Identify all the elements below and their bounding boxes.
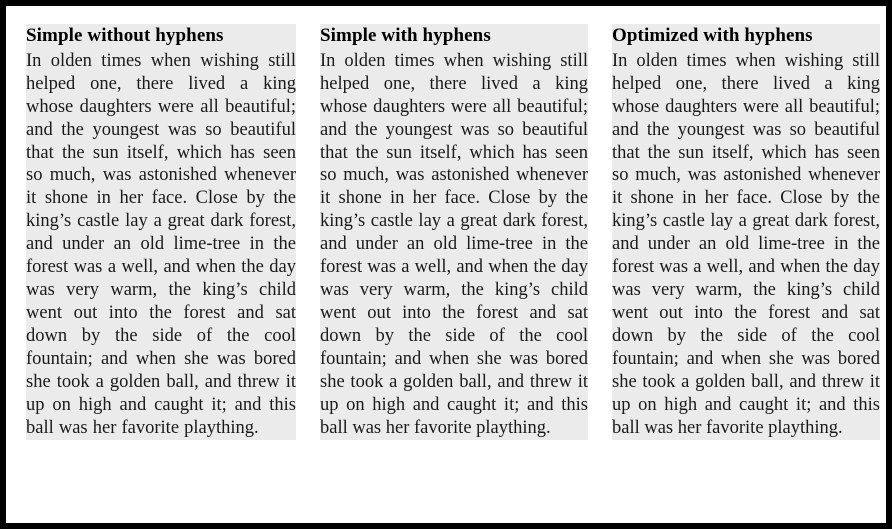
- column-heading-1: Simple without hyphens: [26, 25, 224, 46]
- column-body-1: In olden times when wishing still helped one, there lived a king whose daughters were all beautiful; and the youngest was so beautiful that the sun itself, which has seen so much, was astonished whenever it shone in her face. Close by the king’s castle lay a great dark forest, and under an old lime-tree in the forest was a well, and when the day was very warm, the king’s child went out into the forest and sat down by the side of the cool fountain; and when she was bored she took a golden ball, and threw it up on high and caught it; and this ball was her favorite plaything.: [26, 50, 296, 438]
- text-column-simple-with-hyphens: [320, 24, 588, 440]
- text-column-simple-without-hyphens: [26, 24, 296, 440]
- column-heading-2: Simple with hyphens: [320, 25, 491, 46]
- text-column-optimized-with-hyphens: [612, 24, 880, 440]
- column-body-2: In olden times when wishing still helped one, there lived a king whose daughters were all beautiful; and the youngest was so beautiful that the sun itself, which has seen so much, was astonished whenever it shone in her face. Close by the king’s castle lay a great dark forest, and under an old lime-tree in the forest was a well, and when the day was very warm, the king’s child went out into the forest and sat down by the side of the cool fountain; and when she was bored she took a golden ball, and threw it up on high and caught it; and this ball was her favorite plaything.: [320, 50, 588, 438]
- column-body-3: In olden times when wishing still helped one, there lived a king whose daughters were all beautiful; and the youngest was so beautiful that the sun itself, which has seen so much, was astonished whenever it shone in her face. Close by the king’s castle lay a great dark forest, and under an old lime-tree in the forest was a well, and when the day was very warm, the king’s child went out into the forest and sat down by the side of the cool fountain; and when she was bored she took a golden ball, and threw it up on high and caught it; and this ball was her favorite plaything.: [612, 50, 880, 438]
- column-heading-3: Optimized with hyphens: [612, 25, 813, 46]
- column-container: [6, 6, 886, 523]
